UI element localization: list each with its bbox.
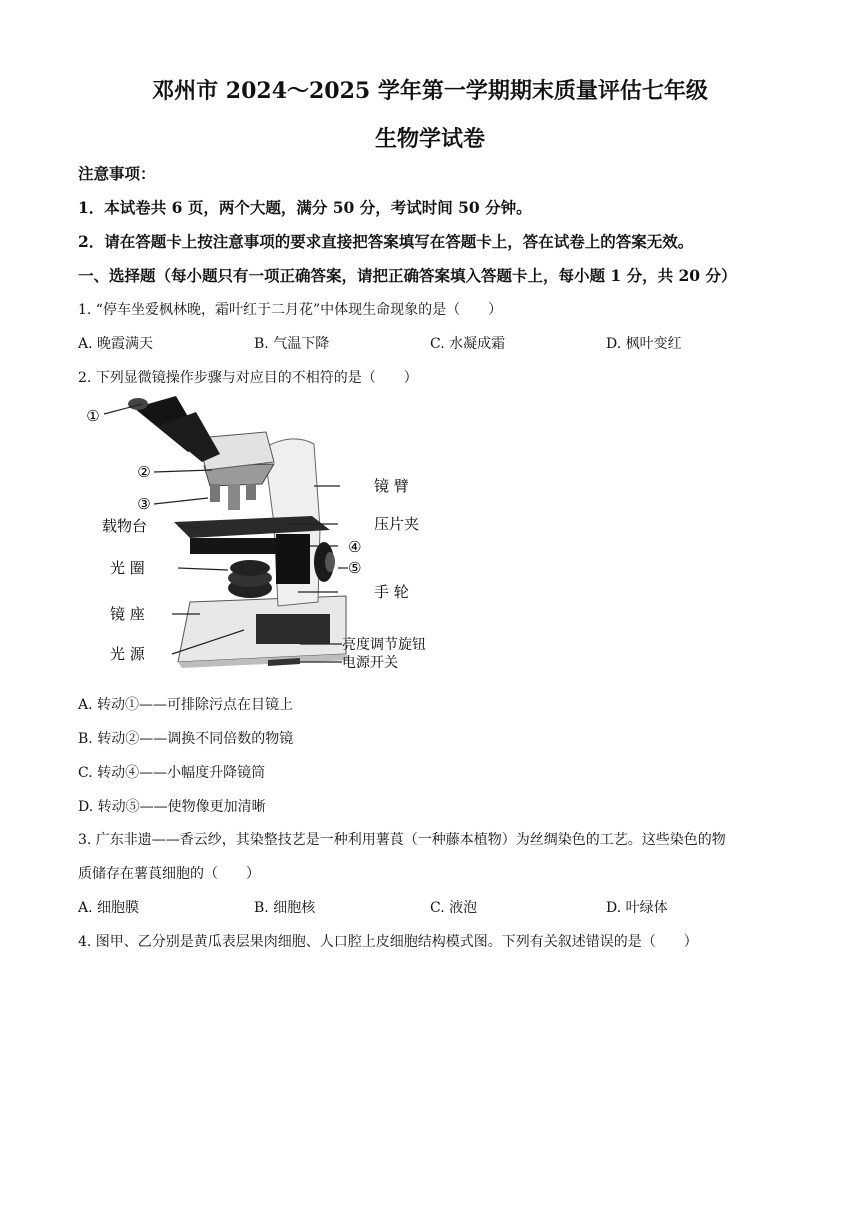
- label-arm: 镜 臂: [374, 477, 409, 495]
- question-1-option-a: A. 晚霞满天: [78, 336, 154, 352]
- label-1: ①: [86, 407, 100, 425]
- question-2-option-b: B. 转动②——调换不同倍数的物镜: [78, 731, 294, 747]
- label-focus-knob: 手 轮: [374, 583, 409, 601]
- question-3-stem-line-1: 3. 广东非遗——香云纱，其染整技艺是一种利用薯莨（一种藤本植物）为丝绸染色的工艺。这些染色的物: [78, 832, 726, 848]
- exam-subtitle: 生物学试卷: [374, 126, 485, 152]
- label-power-switch: 电源开关: [342, 655, 398, 671]
- question-1-option-b: B. 气温下降: [254, 336, 330, 352]
- notice-item-2: 2．请在答题卡上按注意事项的要求直接把答案填写在答题卡上，答在试卷上的答案无效。: [78, 232, 694, 251]
- label-diaphragm: 光 圈: [110, 559, 145, 577]
- exam-title: 邓州市 2024～2025 学年第一学期期末质量评估七年级: [152, 78, 708, 104]
- notice-heading: 注意事项：: [78, 164, 156, 183]
- question-2-stem: 2. 下列显微镜操作步骤与对应目的不相符的是（ ）: [78, 370, 418, 386]
- question-3-option-b: B. 细胞核: [254, 900, 316, 916]
- question-1-option-c: C. 水凝成霜: [430, 336, 506, 352]
- section-heading: 一、选择题（每小题只有一项正确答案，请把正确答案填入答题卡上，每小题 1 分，共 20 分）: [78, 266, 737, 285]
- question-3-stem-line-2: 质储存在薯莨细胞的（ ）: [78, 866, 260, 882]
- question-2-option-a: A. 转动①——可排除污点在目镜上: [78, 697, 294, 713]
- question-3-option-c: C. 液泡: [430, 900, 478, 916]
- label-brightness-knob: 亮度调节旋钮: [342, 637, 426, 653]
- question-2-option-d: D. 转动⑤——使物像更加清晰: [78, 799, 266, 815]
- question-3-option-a: A. 细胞膜: [78, 900, 140, 916]
- label-stage-clips: 压片夹: [374, 515, 420, 533]
- question-1-stem: 1. “停车坐爱枫林晚，霜叶红于二月花”中体现生命现象的是（ ）: [78, 302, 503, 318]
- label-light-source: 光 源: [110, 645, 145, 663]
- label-2: ②: [137, 463, 151, 481]
- question-1-option-d: D. 枫叶变红: [606, 336, 682, 352]
- label-3: ③: [137, 495, 151, 513]
- question-3-option-d: D. 叶绿体: [606, 900, 668, 916]
- question-4-stem: 4. 图甲、乙分别是黄瓜表层果肉细胞、人口腔上皮细胞结构模式图。下列有关叙述错误的是（ ）: [78, 934, 698, 950]
- label-4: ④: [348, 538, 362, 556]
- label-base: 镜 座: [110, 605, 145, 623]
- question-2-option-c: C. 转动④——小幅度升降镜筒: [78, 765, 266, 781]
- microscope-figure: [78, 392, 450, 678]
- light-vent: [256, 614, 330, 644]
- notice-item-1: 1．本试卷共 6 页，两个大题，满分 50 分，考试时间 50 分钟。: [78, 198, 532, 217]
- label-stage: 载物台: [102, 517, 148, 535]
- label-5: ⑤: [348, 559, 362, 577]
